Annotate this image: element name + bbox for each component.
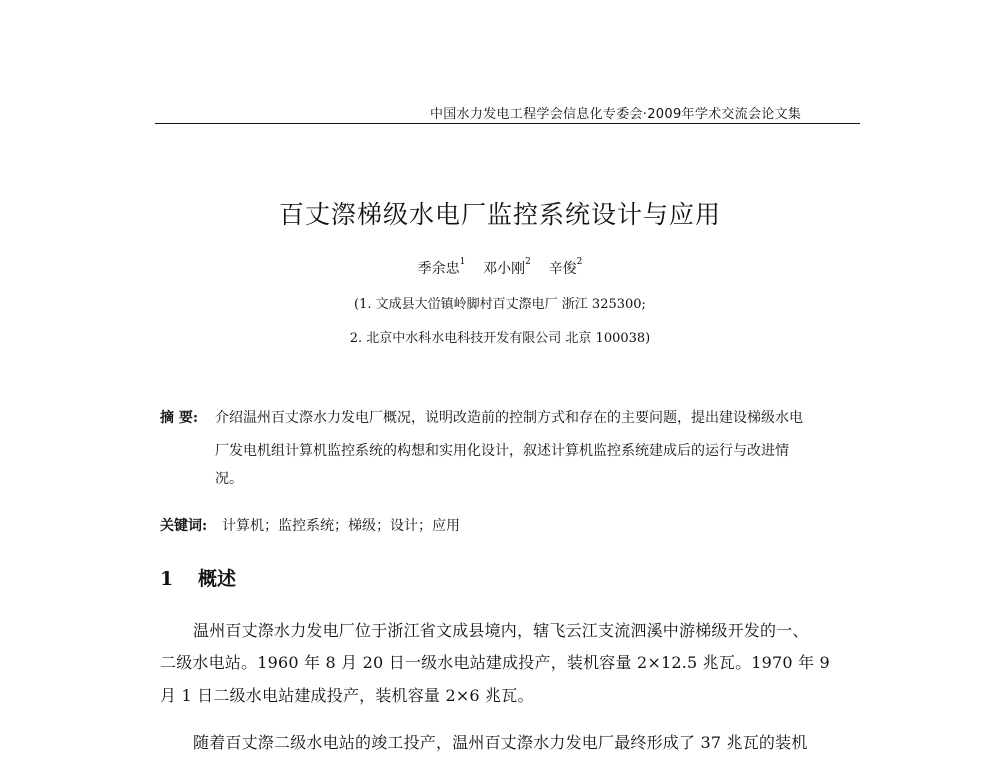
author-name: 邓小刚 [483, 261, 526, 277]
author-name: 辛俊 [548, 261, 577, 277]
author-list [0, 258, 1000, 278]
section-title: 概述 [198, 568, 237, 590]
body-text-line: 随着百丈漈二级水电站的竣工投产，温州百丈漈水力发电厂最终形成了 37 兆瓦的装机 [193, 733, 808, 752]
paper-title: 百丈漈梯级水电厂监控系统设计与应用 [278, 200, 721, 229]
body-text-line: 月 1 日二级水电站建成投产，装机容量 2×6 兆瓦。 [160, 686, 534, 705]
author-affiliation-mark: 1 [459, 257, 466, 268]
section-heading [160, 564, 236, 591]
body-text-line: 二级水电站。1960 年 8 月 20 日一级水电站建成投产，装机容量 2×12.5 兆瓦。1970 年 9 [160, 653, 830, 672]
body-text-line: 温州百丈漈水力发电厂位于浙江省文成县境内，辖飞云江支流泗溪中游梯级开发的一、 [193, 621, 809, 640]
keywords-label: 关键词: [160, 518, 208, 534]
affiliation: 2. 北京中水科水电科技开发有限公司 北京 100038) [349, 331, 651, 346]
header-rule [155, 123, 860, 124]
abstract-label: 摘 要: [160, 410, 199, 426]
section-number: 1 [160, 568, 174, 590]
author-name: 季余忠 [417, 261, 460, 277]
running-header: 中国水力发电工程学会信息化专委会·2009年学术交流会论文集 [430, 107, 802, 122]
abstract-text-line: 厂发电机组计算机监控系统的构想和实用化设计，叙述计算机监控系统建成后的运行与改进情 [215, 443, 789, 459]
abstract-text-line: 介绍温州百丈漈水力发电厂概况，说明改造前的控制方式和存在的主要问题，提出建设梯级水电 [215, 410, 803, 426]
author-affiliation-mark: 2 [525, 257, 531, 268]
author-affiliation-mark: 2 [576, 257, 583, 268]
abstract-text-line: 况。 [215, 471, 243, 487]
keywords-text: 计算机；监控系统；梯级；设计；应用 [222, 518, 460, 534]
affiliation: (1. 文成县大峃镇岭脚村百丈漈电厂 浙江 325300; [354, 297, 646, 312]
